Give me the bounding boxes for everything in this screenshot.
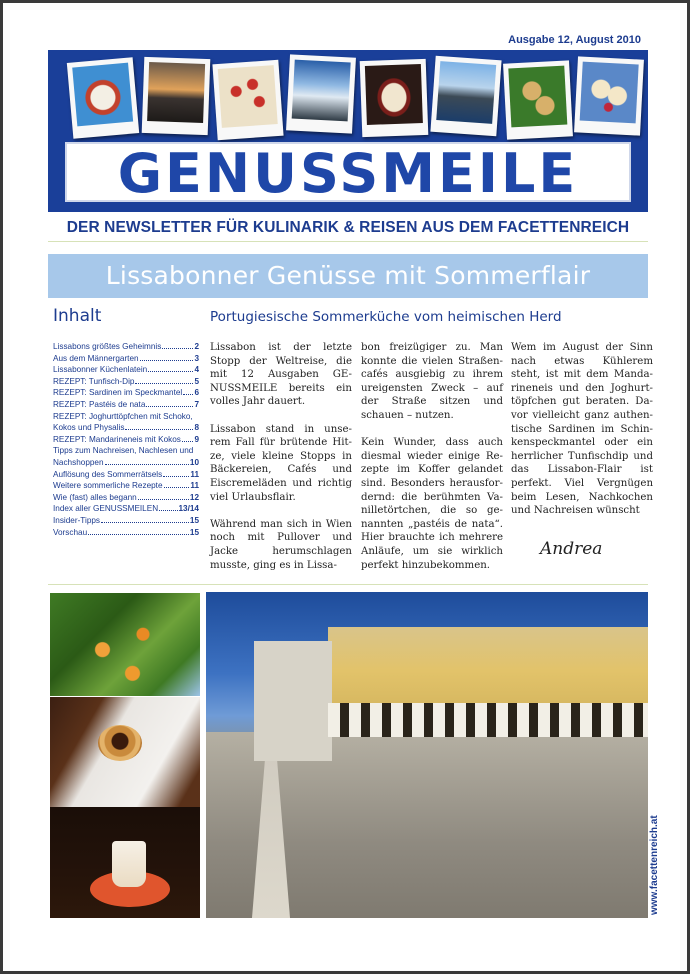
- pastel-de-nata-photo: [50, 697, 200, 807]
- toc-item-page: 4: [194, 365, 199, 375]
- headline-bar: [48, 254, 648, 298]
- toc-item[interactable]: [53, 516, 199, 528]
- paragraph: Lissabon ist der letzte Stopp der Weltreise, die mit 12 Ausgaben GE-NUSSMEILE bereits ein volles Jahr dauert.: [210, 342, 352, 408]
- toc-leader: [135, 383, 193, 384]
- toc-item-label: Auflösung des Sommerrätsels: [53, 469, 163, 479]
- cup-image: [112, 841, 146, 887]
- author-signature: Andrea: [540, 539, 603, 559]
- toc-item-label: Index aller GENUSSMEILEN: [53, 504, 159, 514]
- toc-leader: [105, 464, 189, 465]
- paragraph: Während man sich in Wien noch mit Pullover und Jacke herumschlagen musste, ging es in Lissa-: [210, 518, 352, 571]
- lisbon-plaza-photo: [206, 592, 648, 918]
- toc-item-page: 12: [189, 492, 199, 502]
- toc-item[interactable]: [53, 446, 199, 458]
- toc-item-page: 2: [194, 342, 199, 351]
- tagline: DER NEWSLETTER FÜR KULINARIK & REISEN AUS DEM FACETTENREICH: [66, 219, 630, 236]
- polaroid-waterfall-spray: [286, 54, 356, 133]
- toc-item-label: REZEPT: Sardinen im Speckmantel: [53, 388, 183, 398]
- toc-leader: [163, 476, 189, 477]
- paragraph: Kein Wunder, dass auch diesmal wieder einige Re-zepte im Koffer gelandet sind. Besonders herausfor-dernd: die berühmten Va-nilletörtchen, die so ge-nannten „pastéis de nata“. Hier brauchte ich mehrere Anläufe, um sie wirklich perfekt hinzubekommen.: [361, 437, 503, 571]
- toc-item-page: 11: [190, 469, 199, 479]
- polaroid-cupcakes: [574, 56, 644, 135]
- toc-item-page: 5: [194, 376, 199, 386]
- toc-item-page: 3: [194, 353, 199, 363]
- article-title: Portugiesische Sommerküche vom heimischen Herd: [210, 309, 562, 325]
- toc-leader: [88, 534, 189, 535]
- toc-title: Inhalt: [53, 306, 102, 326]
- toc-item-label: REZEPT: Pastéis de nata: [53, 399, 146, 409]
- toc-leader: [140, 360, 194, 361]
- toc-item[interactable]: [53, 470, 199, 482]
- newsletter-title: GENUSSMEILE: [117, 142, 579, 205]
- toc-item-label: Kokos und Physalis: [53, 423, 125, 433]
- toc-item[interactable]: [53, 528, 199, 540]
- toc-item-label: Vorschau: [53, 527, 88, 537]
- toc-item-page: 8: [194, 423, 199, 433]
- divider: [48, 584, 648, 585]
- paragraph: Wem im August der Sinn nach etwas Kühlerem steht, ist mit dem Manda-rineneis und den Joghurt-töpfchen gut beraten. Da-vor vielleicht ganz authen-tische Sardinen im Schin-kenspeckmantel oder ein herrlicher Tunfischdip und das Lissabon-Flair ist perfekt. Viel Vergnügen beim Lesen, Nachkochen und Nachreisen wünscht: [511, 342, 653, 517]
- polaroid-tarts-on-leaf: [503, 60, 573, 139]
- table-of-contents: [53, 342, 199, 539]
- article-column-1: [210, 341, 352, 586]
- polaroid-cake-slice: [360, 59, 429, 137]
- toc-item-label: REZEPT: Tunfisch-Dip: [53, 376, 135, 386]
- article-column-3: [511, 341, 653, 531]
- toc-item-label: Lissabons größtes Geheimnis: [53, 342, 162, 351]
- toc-item[interactable]: [53, 504, 199, 516]
- issue-headline: Lissabonner Genüsse mit Sommerflair: [105, 261, 591, 290]
- toc-leader: [182, 441, 194, 442]
- toc-leader: [164, 487, 190, 488]
- polaroid-pier-sunset: [142, 57, 211, 135]
- toc-item-label: Insider-Tipps: [53, 515, 101, 525]
- toc-leader: [146, 406, 193, 407]
- toc-item-label: Nachshoppen: [53, 457, 104, 467]
- toc-leader: [162, 348, 193, 349]
- brand-box: [65, 142, 631, 205]
- arcade-building: [328, 627, 648, 737]
- toc-item-page: 6: [194, 388, 199, 398]
- yogurt-dessert-photo: [50, 807, 200, 918]
- tower-building: [254, 641, 332, 761]
- toc-item-label: Lissabonner Küchenlatein: [53, 365, 148, 375]
- toc-item[interactable]: [53, 388, 199, 400]
- toc-item-label: Tipps zum Nachreisen, Nachlesen und: [53, 446, 194, 456]
- toc-item[interactable]: [53, 412, 199, 424]
- polaroid-lake-mountains: [430, 56, 501, 136]
- toc-leader: [159, 510, 177, 511]
- toc-leader: [183, 394, 193, 395]
- toc-item[interactable]: [53, 481, 199, 493]
- issue-info: Ausgabe 12, August 2010: [508, 34, 641, 46]
- polaroid-strawberry-spoons: [212, 60, 283, 140]
- toc-item-page: 15: [189, 515, 199, 525]
- toc-item-page: 15: [189, 527, 199, 537]
- paragraph: Lissabon stand in unse-rem Fall für brütende Hit-ze, viele kleine Stopps in Bäckereien, Cafés und Eiscremeläden und richtig viel Urlaubsflair.: [210, 423, 352, 503]
- toc-item[interactable]: [53, 493, 199, 505]
- toc-leader: [101, 522, 189, 523]
- toc-item-label: Aus dem Männergarten: [53, 353, 139, 363]
- toc-leader: [148, 371, 193, 372]
- toc-item[interactable]: [53, 435, 199, 447]
- tart-image: [98, 725, 142, 761]
- arcades: [328, 703, 648, 737]
- paragraph: bon freizügiger zu. Man konnte die vielen Straßen-cafés ausgiebig zu ihrem ureigensten Zweck – auf der Straße sitzen und schauen – nutzen.: [361, 342, 503, 421]
- toc-item-label: Weitere sommerliche Rezepte: [53, 481, 163, 491]
- toc-item-page: 7: [194, 399, 199, 409]
- toc-item[interactable]: [53, 342, 199, 354]
- divider: [48, 241, 648, 242]
- toc-item-label: REZEPT: Joghurttöpfchen mit Schoko,: [53, 411, 193, 421]
- toc-item-page: 11: [190, 481, 199, 491]
- toc-leader: [125, 429, 193, 430]
- polaroid-soup-bowl: [67, 57, 139, 138]
- toc-item-label: Wie (fast) alles begann: [53, 492, 137, 502]
- website-url[interactable]: www.facettenreich.at: [649, 815, 660, 915]
- toc-item-page: 9: [194, 434, 199, 444]
- toc-item-page: 10: [189, 457, 199, 467]
- toc-item[interactable]: [53, 354, 199, 366]
- toc-item[interactable]: [53, 400, 199, 412]
- article-column-2: [361, 341, 503, 586]
- toc-item[interactable]: [53, 365, 199, 377]
- toc-item-page: 13/14: [178, 504, 199, 514]
- toc-leader: [138, 499, 189, 500]
- oranges-photo: [50, 593, 200, 696]
- toc-item[interactable]: [53, 423, 199, 435]
- toc-item[interactable]: [53, 377, 199, 389]
- toc-item-label: REZEPT: Mandarineneis mit Kokos: [53, 434, 181, 444]
- masthead-banner: [48, 50, 648, 212]
- toc-item[interactable]: [53, 458, 199, 470]
